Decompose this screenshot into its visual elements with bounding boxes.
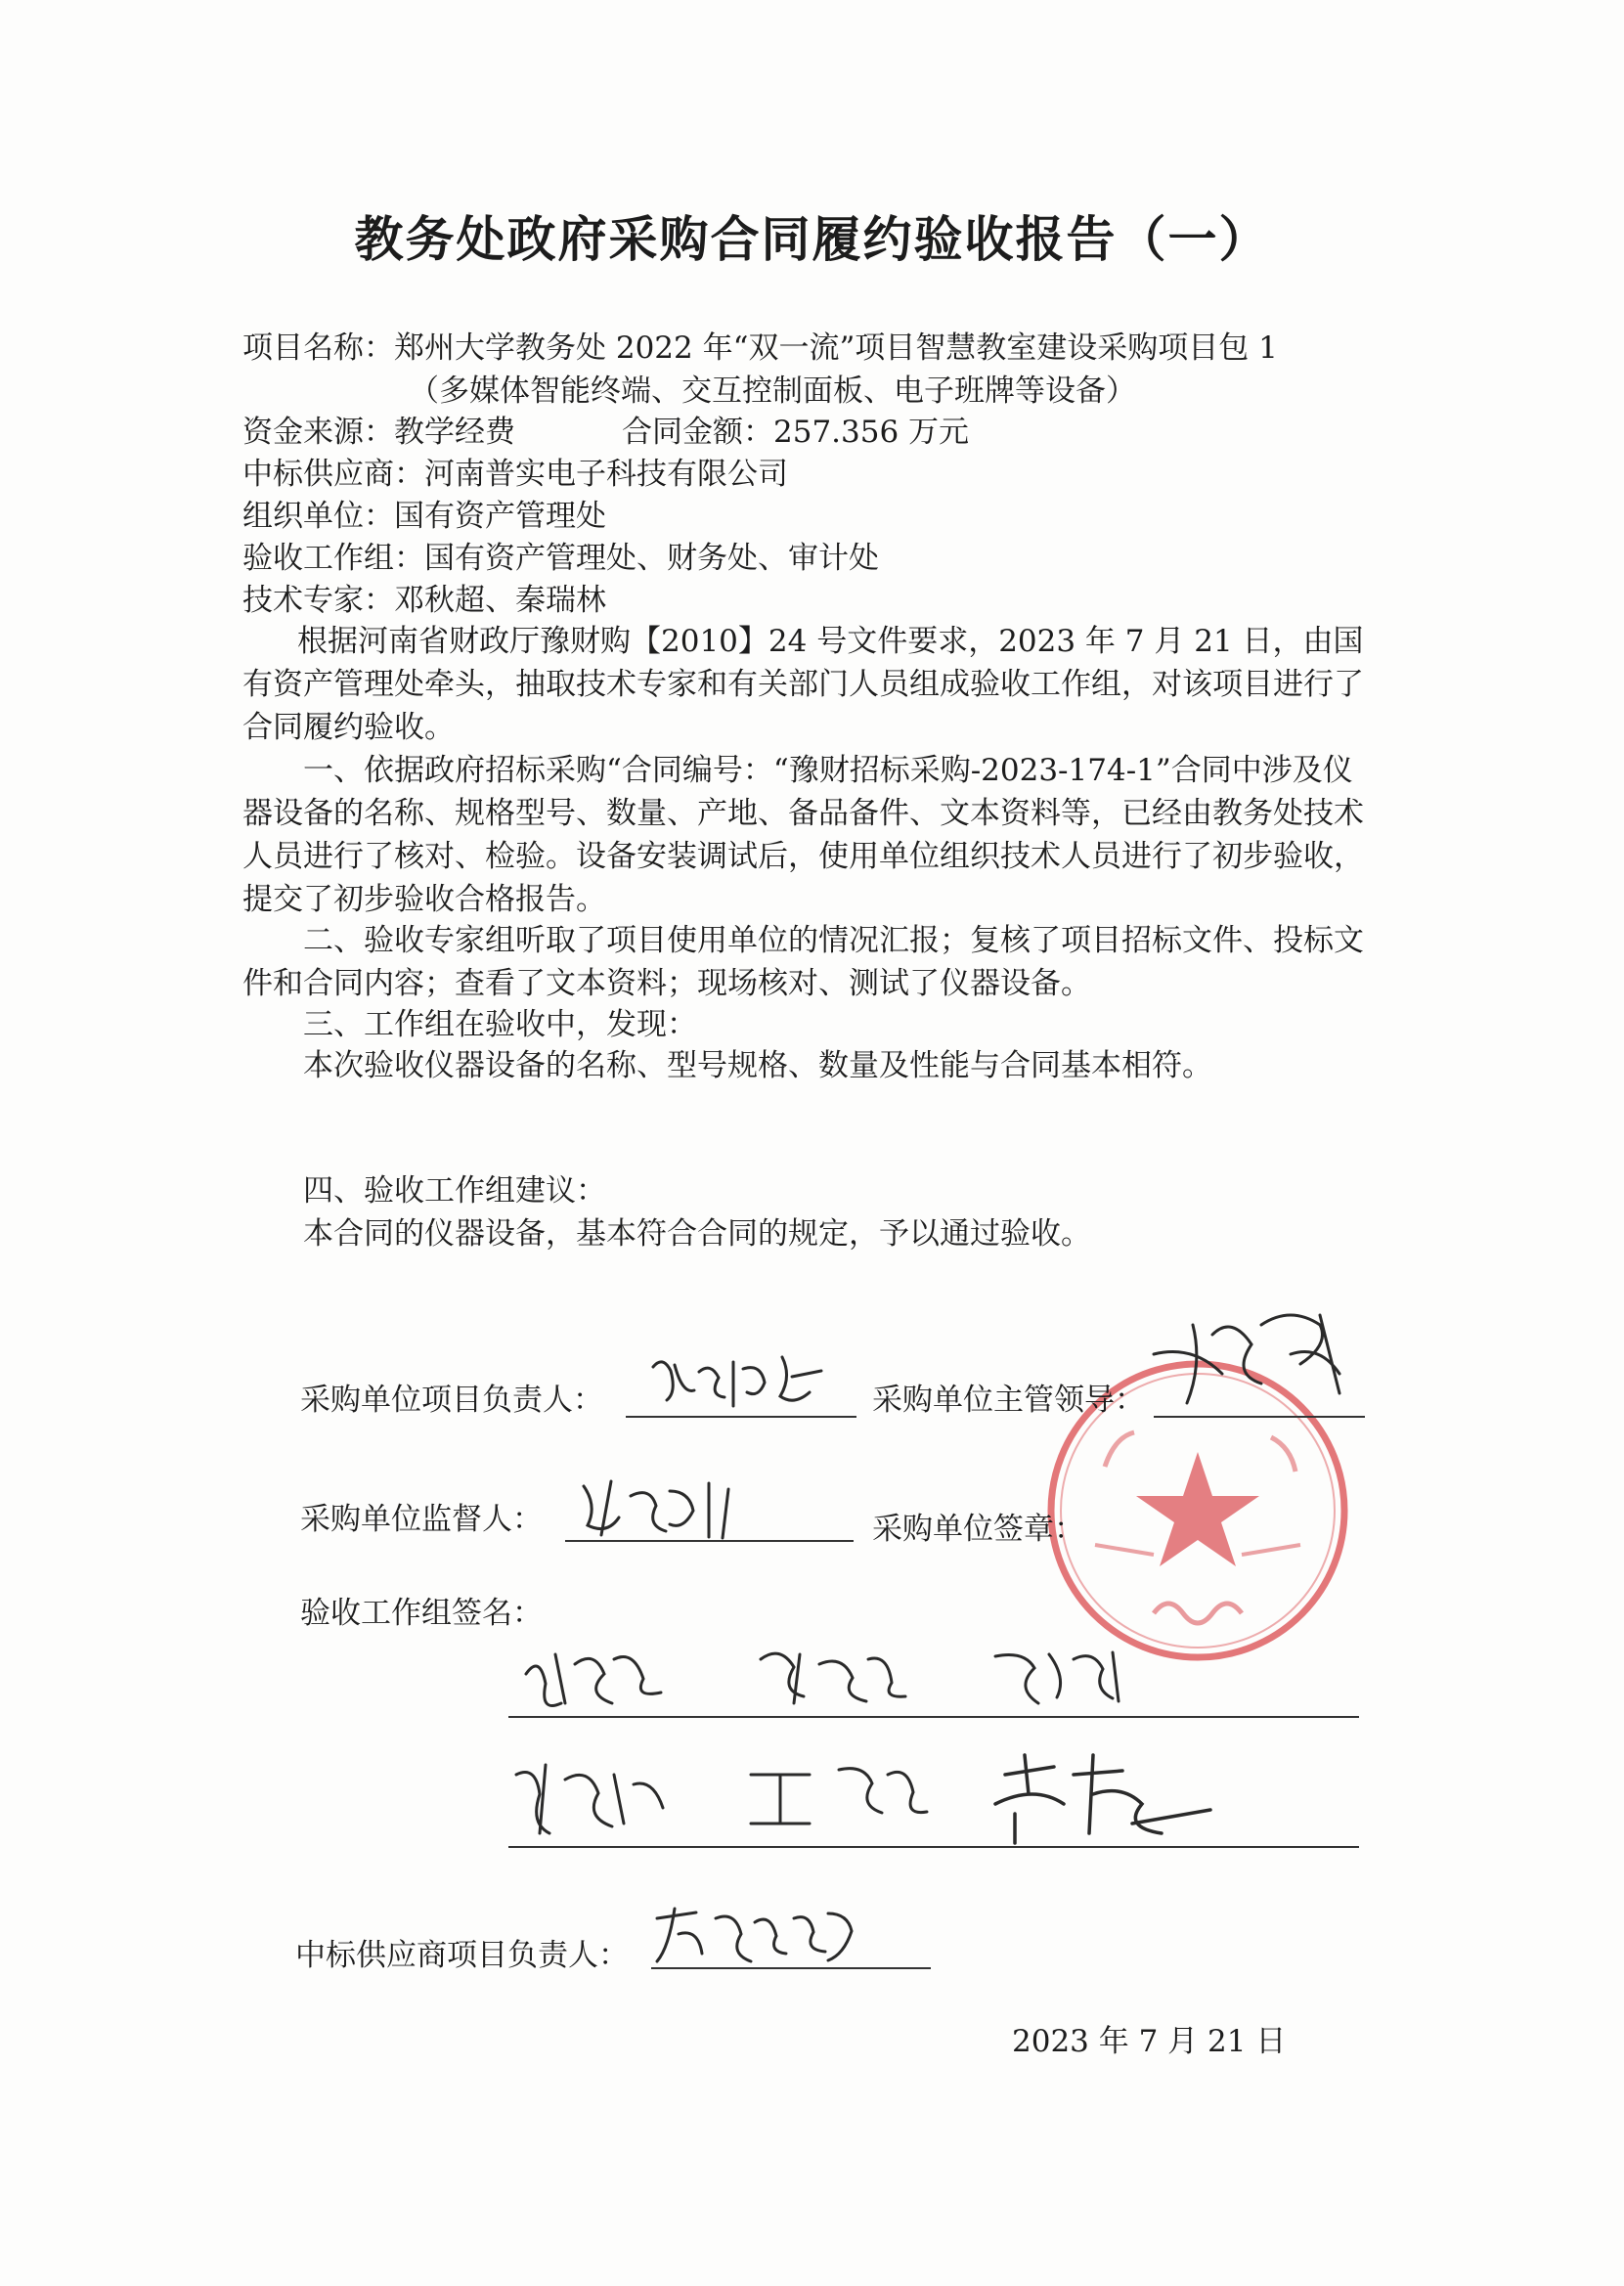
- experts: 技术专家：邓秋超、秦瑞林: [242, 583, 606, 618]
- organizer: 组织单位：国有资产管理处: [242, 499, 606, 534]
- project-name-line1: 项目名称：郑州大学教务处 2022 年“双一流”项目智慧教室建设采购项目包 1: [242, 330, 1278, 366]
- supervisor-leader-signature-line: [1154, 1416, 1365, 1418]
- intro-paragraph: 根据河南省财政厅豫财购【2010】24 号文件要求，2023 年 7 月 21 日，由国有资产管理处牵头，抽取技术专家和有关部门人员组成验收工作组，对该项目进行了合同履约验收。: [242, 624, 1364, 745]
- supplier-lead-label: 中标供应商项目负责人：: [295, 1938, 629, 1973]
- monitor-label: 采购单位监督人：: [300, 1502, 543, 1537]
- group-signatures-row-2: [506, 1745, 1230, 1853]
- item-4-heading: 四、验收工作组建议：: [303, 1173, 606, 1209]
- seal-label: 采购单位签章：: [872, 1512, 1084, 1547]
- project-lead-label: 采购单位项目负责人：: [300, 1383, 603, 1418]
- supervisor-leader-signature: [1144, 1305, 1369, 1413]
- group-sign-label: 验收工作组签名：: [300, 1596, 543, 1631]
- item-4-text: 本合同的仪器设备，基本符合合同的规定，予以通过验收。: [303, 1216, 1091, 1252]
- fund-source: 资金来源：教学经费: [242, 415, 515, 450]
- item-2-paragraph: 二、验收专家组听取了项目使用单位的情况汇报；复核了项目招标文件、投标文件和合同内容；查看了文本资料；现场核对、测试了仪器设备。: [242, 923, 1364, 1001]
- project-lead-signature-line: [626, 1416, 856, 1418]
- working-group: 验收工作组：国有资产管理处、财务处、审计处: [242, 541, 879, 576]
- project-lead-signature: [645, 1347, 851, 1416]
- supervisor-leader-label: 采购单位主管领导：: [872, 1383, 1145, 1418]
- monitor-signature: [572, 1472, 758, 1550]
- report-date: 2023 年 7 月 21 日: [1012, 2024, 1287, 2059]
- group-signatures-row-1: [516, 1635, 1162, 1723]
- contract-amount: 合同金额：257.356 万元: [622, 415, 970, 450]
- supplier-lead-signature: [647, 1899, 872, 1977]
- project-name-line2: （多媒体智能终端、交互控制面板、电子班牌等设备）: [409, 374, 1136, 409]
- item-3-heading: 三、工作组在验收中，发现：: [303, 1007, 697, 1042]
- item-3-text: 本次验收仪器设备的名称、型号规格、数量及性能与合同基本相符。: [303, 1048, 1212, 1083]
- page-title: 教务处政府采购合同履约验收报告（一）: [354, 210, 1270, 268]
- item-1-paragraph: 一、依据政府招标采购“合同编号：“豫财招标采购-2023-174-1”合同中涉及仪器设备的名称、规格型号、数量、产地、备品备件、文本资料等，已经由教务处技术人员进行了核对、检验。设备安装调试后，使用单位组织技术人员进行了初步验收，提交了初步验收合格报告。: [242, 753, 1364, 917]
- supplier: 中标供应商：河南普实电子科技有限公司: [242, 457, 788, 492]
